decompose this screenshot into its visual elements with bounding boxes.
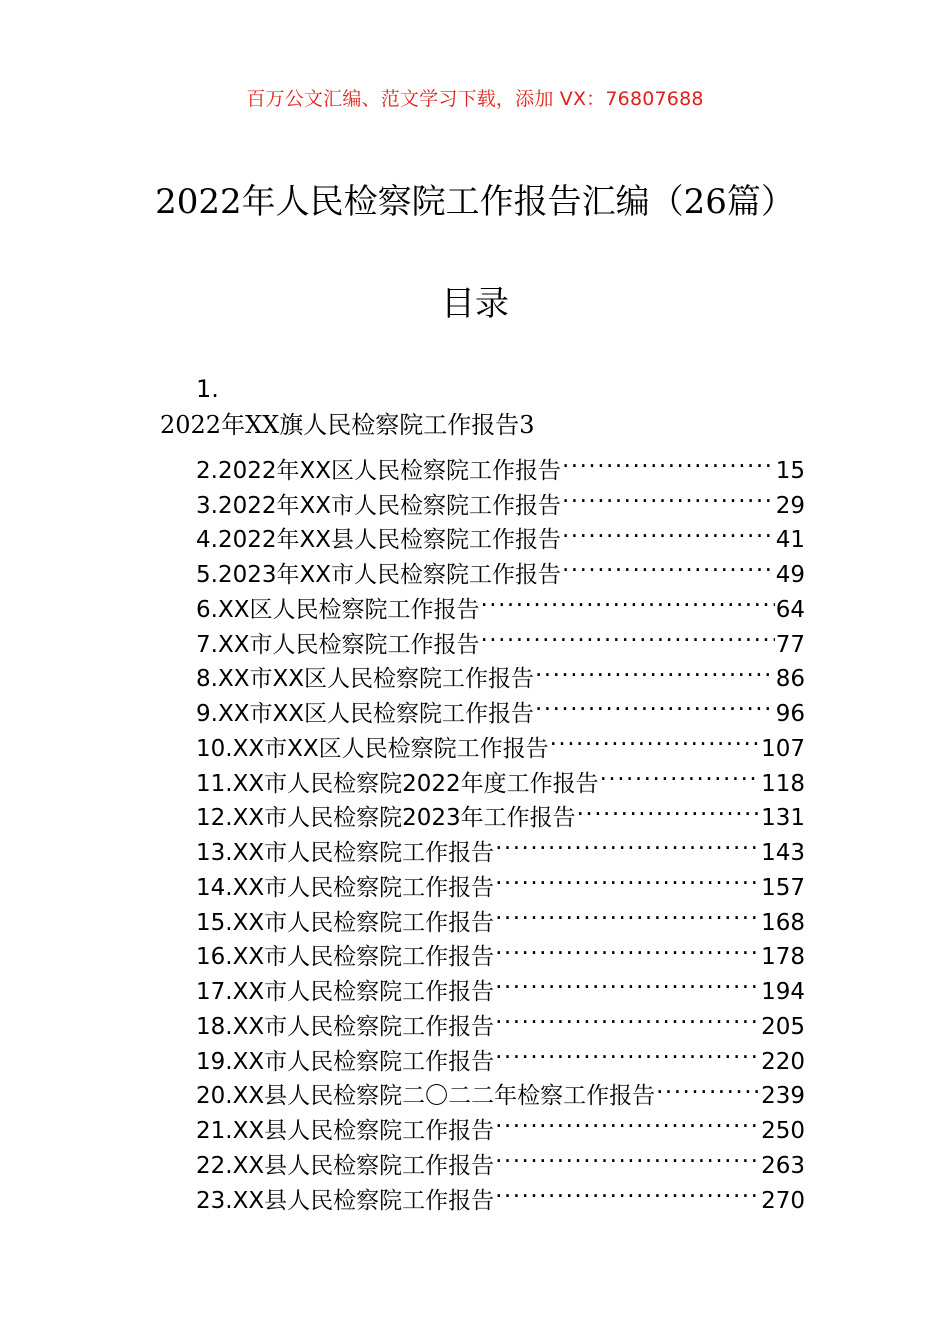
toc-entry-page-number: 49 — [775, 562, 805, 588]
toc-dot-leader — [550, 721, 760, 756]
toc-entry-page-number: 131 — [761, 805, 805, 832]
toc-entry-page-number: 263 — [761, 1152, 805, 1179]
toc-dot-leader — [495, 999, 760, 1034]
toc-heading: 目录 — [441, 284, 509, 324]
toc-entry-label: 6.XX区人民检察院工作报告 — [196, 596, 480, 623]
toc-entry-page-number: 96 — [775, 701, 805, 727]
toc-entry-page-number: 15 — [775, 457, 805, 484]
toc-entry-number[interactable]: 1. — [196, 375, 219, 403]
toc-entry-label: 23.XX县人民检察院工作报告 — [196, 1187, 495, 1214]
toc-entry-text[interactable]: 2022年XX旗人民检察院工作报告3 — [160, 411, 535, 439]
toc-entry-label: 20.XX县人民检察院二〇二二年检察工作报告 — [196, 1083, 656, 1110]
toc-dot-leader — [535, 652, 775, 687]
toc-entry-label: 11.XX市人民检察院2022年度工作报告 — [196, 770, 599, 797]
toc-list — [196, 443, 805, 1214]
toc-entry-page-number: 64 — [775, 596, 805, 623]
toc-entry-page-number: 178 — [761, 944, 805, 971]
toc-entry-page-number: 143 — [761, 840, 805, 866]
toc-entry-page-number: 270 — [761, 1187, 805, 1214]
toc-entry-label: 15.XX市人民检察院工作报告 — [196, 909, 495, 936]
toc-dot-leader — [577, 791, 760, 826]
toc-entry-page-number: 118 — [761, 770, 805, 797]
toc-entry-label: 19.XX市人民检察院工作报告 — [196, 1048, 495, 1075]
toc-dot-leader — [495, 1034, 760, 1069]
toc-entry-page-number: 205 — [761, 1013, 805, 1040]
toc-dot-leader — [495, 825, 760, 860]
toc-entry-label: 9.XX市XX区人民检察院工作报告 — [196, 701, 534, 727]
toc-entry-page-number: 77 — [775, 631, 805, 658]
toc-entry-page-number: 194 — [761, 979, 805, 1005]
toc-entry-page-number: 157 — [761, 874, 805, 901]
toc-entry-label: 16.XX市人民检察院工作报告 — [196, 944, 495, 971]
toc-entry-label: 13.XX市人民检察院工作报告 — [196, 840, 495, 866]
toc-entry-label: 4.2022年XX县人民检察院工作报告 — [196, 527, 561, 554]
toc-dot-leader — [535, 686, 775, 721]
toc-dot-leader — [495, 930, 760, 965]
toc-dot-leader — [480, 617, 774, 652]
toc-entry-label: 8.XX市XX区人民检察院工作报告 — [196, 666, 534, 693]
toc-entry-label: 18.XX市人民检察院工作报告 — [196, 1013, 495, 1040]
toc-dot-leader — [656, 1069, 760, 1104]
toc-entry-label: 21.XX县人民检察院工作报告 — [196, 1118, 495, 1144]
toc-entry-label: 2.2022年XX区人民检察院工作报告 — [196, 457, 561, 484]
toc-entry-page-number: 239 — [761, 1083, 805, 1110]
toc-dot-leader — [495, 964, 760, 999]
toc-entry-page-number: 168 — [761, 909, 805, 936]
toc-entry-label: 22.XX县人民检察院工作报告 — [196, 1152, 495, 1179]
toc-entry-page-number: 220 — [761, 1048, 805, 1075]
toc-entry-label: 12.XX市人民检察院2023年工作报告 — [196, 805, 576, 832]
header-note: 百万公文汇编、范文学习下载，添加 VX：76807688 — [246, 88, 704, 110]
toc-dot-leader — [495, 860, 760, 895]
toc-entry-page-number: 107 — [761, 735, 805, 762]
toc-dot-leader — [495, 1173, 760, 1208]
toc-entry-label: 7.XX市人民检察院工作报告 — [196, 631, 480, 658]
toc-dot-leader — [495, 1103, 760, 1138]
toc-entry-page-number: 41 — [775, 527, 805, 554]
toc-entry-page-number: 86 — [775, 666, 805, 693]
toc-entry-label: 17.XX市人民检察院工作报告 — [196, 979, 495, 1005]
toc-dot-leader — [562, 513, 775, 548]
document-title: 2022年人民检察院工作报告汇编（26篇） — [155, 182, 795, 222]
toc-dot-leader — [495, 1138, 760, 1173]
toc-dot-leader — [562, 443, 775, 478]
toc-dot-leader — [562, 547, 775, 582]
toc-dot-leader — [600, 756, 760, 791]
toc-entry-label: 10.XX市XX区人民检察院工作报告 — [196, 735, 549, 762]
toc-entry[interactable] — [196, 443, 805, 484]
toc-dot-leader — [562, 478, 775, 513]
toc-entry-page-number: 250 — [761, 1118, 805, 1144]
toc-dot-leader — [480, 582, 774, 617]
toc-entry-label: 14.XX市人民检察院工作报告 — [196, 874, 495, 901]
toc-entry-page-number: 29 — [775, 492, 805, 519]
toc-dot-leader — [495, 895, 760, 930]
toc-entry-label: 5.2023年XX市人民检察院工作报告 — [196, 562, 561, 588]
toc-entry-label: 3.2022年XX市人民检察院工作报告 — [196, 492, 561, 519]
